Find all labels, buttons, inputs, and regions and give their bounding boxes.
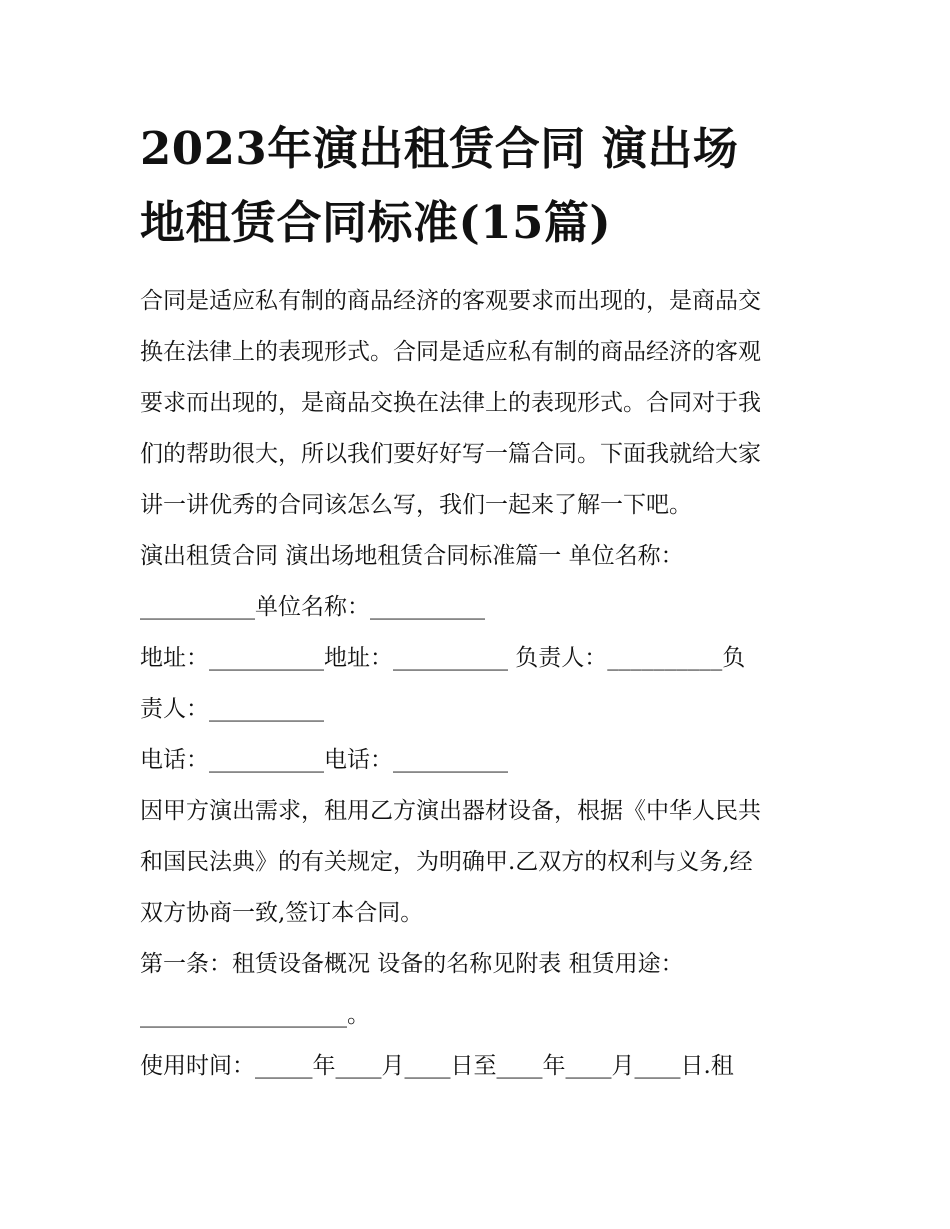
body-line: 电话：__________电话：__________ [140,747,508,773]
title-line-1: 2023年演出租赁合同 演出场 [140,122,739,175]
document-title [140,112,820,260]
body-line: __________单位名称：__________ [140,594,485,620]
body-line: 换在法律上的表现形式。合同是适应私有制的商品经济的客观 [140,339,761,365]
body-line: 要求而出现的，是商品交换在法律上的表现形式。合同对于我 [140,390,761,416]
body-line: 们的帮助很大，所以我们要好好写一篇合同。下面我就给大家 [140,441,761,467]
title-line-2: 地租赁合同标准(15篇) [140,196,612,249]
body-line: 双方协商一致,签订本合同。 [140,900,424,926]
body-line: 第一条：租赁设备概况 设备的名称见附表 租赁用途： [140,951,684,977]
document-body [140,276,820,1092]
body-line: 使用时间：_____年____月____日至____年____月____日.租 [140,1053,734,1079]
body-line: __________________。 [140,1002,370,1028]
body-line: 演出租赁合同 演出场地租赁合同标准篇一 单位名称： [140,543,684,569]
body-line: 地址：__________地址：__________ 负责人：__________负 [140,645,746,671]
body-line: 因甲方演出需求，租用乙方演出器材设备，根据《中华人民共 [140,798,761,824]
body-line: 责人：__________ [140,696,324,722]
body-line: 讲一讲优秀的合同该怎么写，我们一起来了解一下吧。 [140,492,692,518]
body-line: 和国民法典》的有关规定，为明确甲.乙双方的权利与义务,经 [140,849,753,875]
body-line: 合同是适应私有制的商品经济的客观要求而出现的，是商品交 [140,288,761,314]
